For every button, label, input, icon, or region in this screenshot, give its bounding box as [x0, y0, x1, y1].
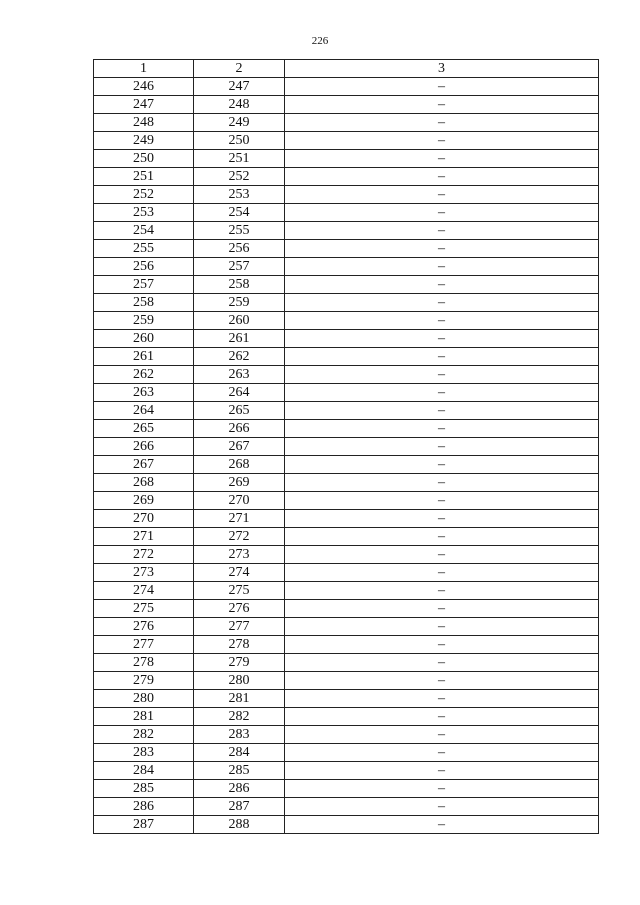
table-cell: 253 — [94, 204, 194, 222]
table-cell: 268 — [194, 456, 285, 474]
table-cell: 273 — [94, 564, 194, 582]
table-row — [94, 546, 599, 564]
table-cell: 272 — [194, 528, 285, 546]
table-cell: 267 — [94, 456, 194, 474]
table-cell: 250 — [94, 150, 194, 168]
table-cell: 270 — [194, 492, 285, 510]
table-cell: 259 — [194, 294, 285, 312]
table-cell: – — [285, 420, 599, 438]
table-cell: – — [285, 528, 599, 546]
table-cell: 249 — [194, 114, 285, 132]
table-cell: 255 — [94, 240, 194, 258]
table-row — [94, 654, 599, 672]
table-cell: – — [285, 276, 599, 294]
table-cell: 259 — [94, 312, 194, 330]
table-cell: – — [285, 114, 599, 132]
table-cell: – — [285, 690, 599, 708]
table-row — [94, 492, 599, 510]
table-cell: 265 — [94, 420, 194, 438]
table-row — [94, 528, 599, 546]
table-row — [94, 438, 599, 456]
table-cell: – — [285, 312, 599, 330]
table-cell: 257 — [94, 276, 194, 294]
table-cell: – — [285, 798, 599, 816]
table-cell: 273 — [194, 546, 285, 564]
table-row — [94, 168, 599, 186]
table-body — [94, 78, 599, 834]
table-cell: – — [285, 186, 599, 204]
table-cell: 256 — [194, 240, 285, 258]
table-row — [94, 186, 599, 204]
table-cell: 268 — [94, 474, 194, 492]
table-cell: 280 — [94, 690, 194, 708]
table-cell: 247 — [94, 96, 194, 114]
table-cell: 264 — [194, 384, 285, 402]
table-cell: – — [285, 546, 599, 564]
table-cell: – — [285, 636, 599, 654]
table-cell: 263 — [94, 384, 194, 402]
table-cell: – — [285, 204, 599, 222]
table-cell: 260 — [94, 330, 194, 348]
table-cell: 262 — [194, 348, 285, 366]
table-cell: 257 — [194, 258, 285, 276]
column-header: 2 — [194, 60, 285, 78]
table-row — [94, 276, 599, 294]
table-cell: 277 — [194, 618, 285, 636]
table-row — [94, 780, 599, 798]
table-cell: – — [285, 816, 599, 834]
table-row — [94, 420, 599, 438]
table-row — [94, 744, 599, 762]
table-row — [94, 456, 599, 474]
table-cell: – — [285, 654, 599, 672]
table-cell: – — [285, 456, 599, 474]
header-row — [94, 60, 599, 78]
table-cell: – — [285, 708, 599, 726]
table-cell: 250 — [194, 132, 285, 150]
table-cell: 286 — [194, 780, 285, 798]
table-cell: – — [285, 744, 599, 762]
table-row — [94, 474, 599, 492]
table-cell: 272 — [94, 546, 194, 564]
table-row — [94, 258, 599, 276]
table-cell: – — [285, 294, 599, 312]
table-cell: 279 — [94, 672, 194, 690]
table-cell: 258 — [194, 276, 285, 294]
table-header — [94, 60, 599, 78]
table-cell: – — [285, 150, 599, 168]
page-number: 226 — [311, 35, 329, 47]
table-cell: 274 — [94, 582, 194, 600]
table-row — [94, 636, 599, 654]
table-row — [94, 402, 599, 420]
table-row — [94, 510, 599, 528]
table-cell: – — [285, 222, 599, 240]
table-cell: – — [285, 672, 599, 690]
table-row — [94, 564, 599, 582]
table-cell: 261 — [94, 348, 194, 366]
table-cell: 283 — [94, 744, 194, 762]
table-cell: – — [285, 384, 599, 402]
table-cell: 271 — [194, 510, 285, 528]
table-cell: 251 — [194, 150, 285, 168]
table-cell: 261 — [194, 330, 285, 348]
table-row — [94, 366, 599, 384]
table-cell: 260 — [194, 312, 285, 330]
table-cell: 287 — [94, 816, 194, 834]
table-row — [94, 582, 599, 600]
table-row — [94, 690, 599, 708]
table-cell: – — [285, 240, 599, 258]
table-cell: 281 — [94, 708, 194, 726]
table-cell: 252 — [94, 186, 194, 204]
table-cell: 254 — [94, 222, 194, 240]
data-table — [93, 59, 599, 834]
table-row — [94, 294, 599, 312]
table-row — [94, 600, 599, 618]
table-cell: 271 — [94, 528, 194, 546]
table-row — [94, 78, 599, 96]
table-cell: – — [285, 762, 599, 780]
table-cell: – — [285, 132, 599, 150]
table-cell: – — [285, 438, 599, 456]
table-row — [94, 618, 599, 636]
table-cell: – — [285, 492, 599, 510]
table-cell: 277 — [94, 636, 194, 654]
table-cell: 285 — [194, 762, 285, 780]
table-row — [94, 816, 599, 834]
table-row — [94, 132, 599, 150]
table-cell: 278 — [94, 654, 194, 672]
table-cell: 278 — [194, 636, 285, 654]
table-cell: 269 — [94, 492, 194, 510]
table-cell: 262 — [94, 366, 194, 384]
table-cell: 258 — [94, 294, 194, 312]
table-cell: 264 — [94, 402, 194, 420]
table-row — [94, 204, 599, 222]
table-cell: 283 — [194, 726, 285, 744]
table-cell: – — [285, 582, 599, 600]
table-cell: – — [285, 258, 599, 276]
table-cell: 281 — [194, 690, 285, 708]
table-cell: 253 — [194, 186, 285, 204]
column-header: 1 — [94, 60, 194, 78]
table-row — [94, 114, 599, 132]
table-row — [94, 96, 599, 114]
table-cell: 246 — [94, 78, 194, 96]
table-row — [94, 348, 599, 366]
table-row — [94, 312, 599, 330]
column-header: 3 — [285, 60, 599, 78]
table-cell: – — [285, 474, 599, 492]
table-cell: 266 — [194, 420, 285, 438]
table-cell: 265 — [194, 402, 285, 420]
table-cell: 269 — [194, 474, 285, 492]
table-row — [94, 330, 599, 348]
table-cell: 276 — [94, 618, 194, 636]
table-cell: 270 — [94, 510, 194, 528]
table-row — [94, 240, 599, 258]
table-cell: 285 — [94, 780, 194, 798]
table-cell: 275 — [194, 582, 285, 600]
table-row — [94, 762, 599, 780]
table-cell: 248 — [194, 96, 285, 114]
table-cell: 276 — [194, 600, 285, 618]
table-cell: 255 — [194, 222, 285, 240]
table-row — [94, 798, 599, 816]
table-cell: 280 — [194, 672, 285, 690]
table-cell: 282 — [94, 726, 194, 744]
table-cell: 263 — [194, 366, 285, 384]
table-cell: – — [285, 402, 599, 420]
table-cell: 274 — [194, 564, 285, 582]
table-cell: – — [285, 96, 599, 114]
table-row — [94, 222, 599, 240]
table-cell: 275 — [94, 600, 194, 618]
table-row — [94, 672, 599, 690]
table-cell: – — [285, 78, 599, 96]
table-cell: 267 — [194, 438, 285, 456]
table-cell: – — [285, 600, 599, 618]
table-cell: 266 — [94, 438, 194, 456]
table-cell: – — [285, 366, 599, 384]
table-cell: – — [285, 168, 599, 186]
table-cell: 249 — [94, 132, 194, 150]
table-cell: 256 — [94, 258, 194, 276]
table-cell: 288 — [194, 816, 285, 834]
table-cell: 284 — [194, 744, 285, 762]
table-cell: 254 — [194, 204, 285, 222]
table-cell: 286 — [94, 798, 194, 816]
table-cell: 287 — [194, 798, 285, 816]
table-cell: 252 — [194, 168, 285, 186]
table-cell: 284 — [94, 762, 194, 780]
table-cell: – — [285, 510, 599, 528]
table-cell: 248 — [94, 114, 194, 132]
table-row — [94, 384, 599, 402]
table-cell: – — [285, 564, 599, 582]
table-row — [94, 150, 599, 168]
table-cell: – — [285, 618, 599, 636]
table-cell: – — [285, 780, 599, 798]
table-cell: – — [285, 726, 599, 744]
table-cell: 282 — [194, 708, 285, 726]
table-row — [94, 708, 599, 726]
table-cell: – — [285, 330, 599, 348]
table-cell: 247 — [194, 78, 285, 96]
table-cell: – — [285, 348, 599, 366]
table-cell: 279 — [194, 654, 285, 672]
table-cell: 251 — [94, 168, 194, 186]
table-row — [94, 726, 599, 744]
